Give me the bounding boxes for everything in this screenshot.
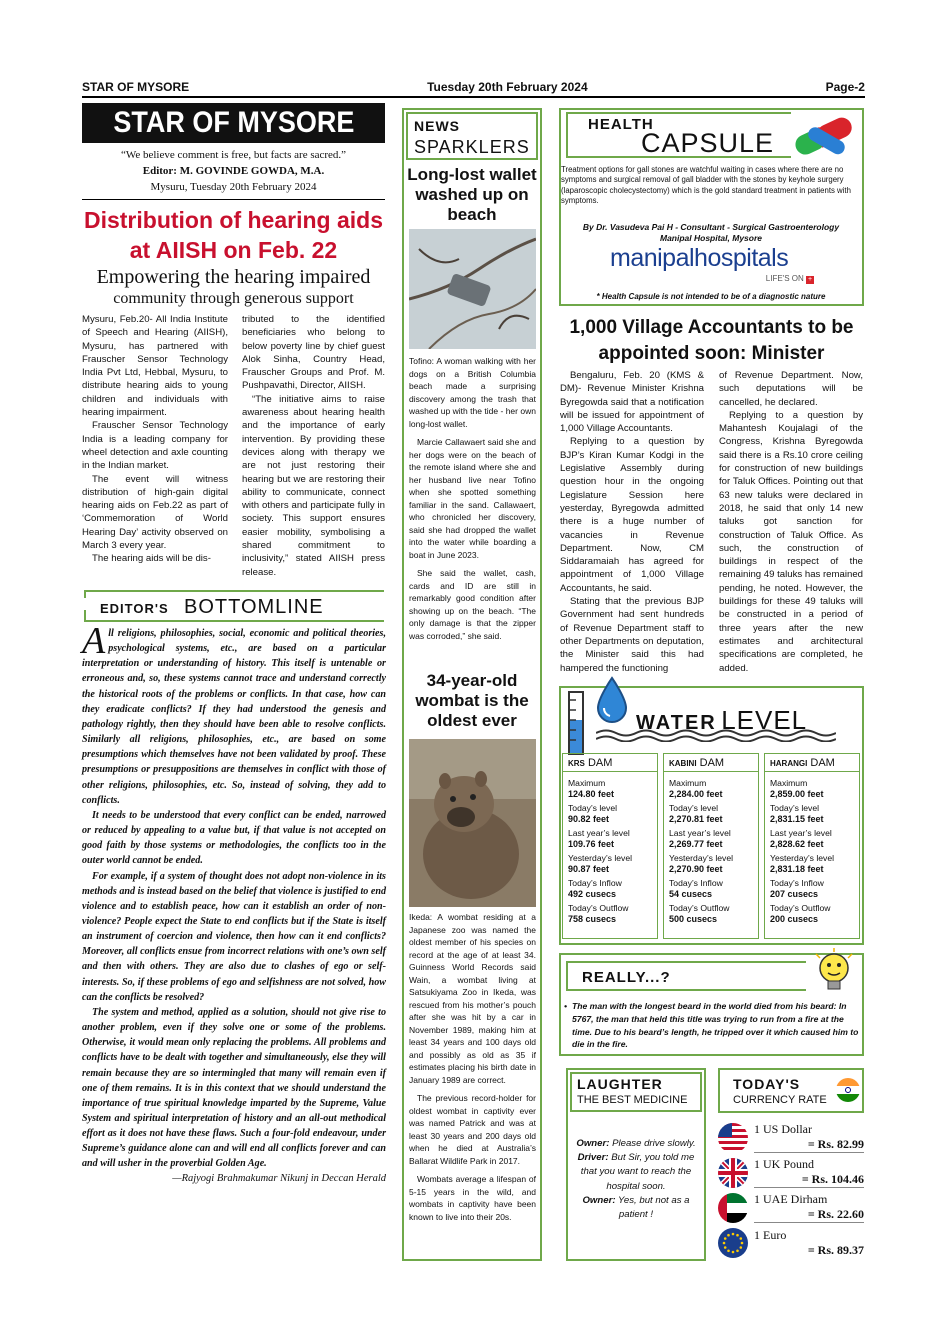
laughter-joke	[569, 1137, 703, 1222]
yesterday-label: Yesterday’s level	[669, 853, 734, 863]
harangi-dam-title	[765, 754, 859, 772]
masthead-banner	[82, 103, 385, 143]
masthead-title: STAR OF MYSORE	[112, 106, 355, 139]
wallet-headline: Long-lost wallet washed up on beach	[407, 165, 537, 224]
wallet-para: Marcie Callawaert said she and her dogs were on the beach of the remote island where she and her husband live near Tofino when she spotted something familiar in the sand. Callawaert, who chronicled her discovery, said she had dropped the wallet into the water while boarding a boat in June 2023.	[409, 437, 536, 560]
speaker: Owner:	[582, 1194, 616, 1206]
editor-text	[82, 620, 386, 1172]
water-drop-icon	[594, 676, 630, 724]
outflow-value: 200 cusecs	[770, 914, 819, 924]
health-label-small: HEALTH	[588, 116, 654, 133]
wombat-para: Wombats average a lifespan of 5-15 years in the wild, and wombats in captivity have been known to live into their 20s.	[409, 1174, 536, 1222]
uk-flag-icon	[718, 1158, 748, 1188]
wombat-photo	[409, 739, 536, 907]
currency-name: 1 UK Pound	[754, 1157, 815, 1171]
village-para: of Revenue Department. Now, such deputations will be cancelled, he declared.	[719, 370, 863, 408]
kabini-dam-panel	[663, 753, 759, 939]
yesterday-value: 2,831.18 feet	[770, 864, 824, 874]
sparklers-label-box	[406, 112, 538, 160]
wallet-caption: Tofino: A woman walking with her dogs on a British Columbia beach made a surprising discovery among the trash that washed up with the tide - her own long-lost wallet.	[409, 356, 536, 429]
editor-para: ll religions, philosophies, social, economic and political theories, psychological systems, etc., are based on a particular interpretation or understanding of history. This itself is untenable or erroneous and, so, these systems cannot trace and understand correctly the historical roots of the problems or conflicts. In that case, how can they eradicate conflicts? If they had understood the genesis and pathology rightly, then they should have been able to resolve conflicts. Similarly all religions, philosophies, etc., are based on some presumptions which themselves have not been validated by proof. These presumptions or presuppositions are themselves in conflict with those of other religions, philosophies, etc. So, instead of solving, they add to conflicts.	[82, 628, 386, 806]
village-para: Bengaluru, Feb. 20 (KMS & DM)- Revenue Minister Krishna Byregowda said that a notification will be issued for appointment of 1,000 Village Accountants.	[560, 370, 704, 435]
laughter-label-big: LAUGHTER	[577, 1076, 663, 1092]
dam-name-small: KRS	[568, 759, 585, 768]
wombat-para: The previous record-holder for oldest wombat in captivity ever was named Patrick and was at least 30 years and 200 days old when he died at Australia’s Ballarat Wildlife Park in 2017.	[409, 1093, 536, 1166]
inflow-label: Today’s Inflow	[770, 878, 824, 888]
editor-body	[82, 620, 386, 1184]
joke-line: But Sir, you told me that you want to reach the hospital soon.	[580, 1152, 695, 1192]
village-para: Stating that the previous BJP Government had sent hundreds of Revenue Department staff to other Departments on deputation, the Minister said this had hampered the functioning	[560, 596, 704, 674]
max-label: Maximum	[770, 778, 808, 788]
water-label-small: WATER	[636, 712, 717, 734]
health-byline-1: By Dr. Vasudeva Pai H - Consultant - Surgical Gastroenterology	[582, 222, 840, 232]
wombat-headline: 34-year-old wombat is the oldest ever	[415, 671, 529, 730]
village-para: Replying to a question by BJP’s Kiran Kumar Kodgi in the Legislative Assembly during question hour in the ongoing Legislature Session here yesterday, Byregowda admitted there is a huge number of vacancies in Revenue Department. Now, CM Siddaramaiah has agreed for appointment of 1,000 Village Accountants, he said.	[560, 436, 704, 594]
health-disclaimer: * Health Capsule is not intended to be of a diagnostic nature	[596, 292, 826, 301]
max-value: 2,859.00 feet	[770, 789, 824, 799]
masthead-divider	[82, 199, 385, 200]
water-label-big: LEVEL	[721, 705, 808, 735]
today-value: 90.82 feet	[568, 814, 610, 824]
aiish-para: The hearing aids will be dis-	[92, 553, 211, 565]
aiish-subhead-1: Empowering the hearing impaired	[96, 266, 371, 288]
yesterday-label: Yesterday’s level	[770, 853, 835, 863]
health-label-big: CAPSULE	[641, 128, 775, 158]
currency-row-gbp	[718, 1155, 864, 1190]
outflow-value: 500 cusecs	[669, 914, 718, 924]
kabini-dam-title	[664, 754, 758, 772]
wallet-body	[409, 355, 536, 642]
currency-name: 1 UAE Dirham	[754, 1192, 828, 1206]
currency-label-small: CURRENCY RATE	[733, 1094, 827, 1106]
aiish-headline-1: Distribution of hearing aids	[83, 207, 383, 233]
aiish-para: “The initiative aims to raise awareness about hearing health and the importance of early intervention. By providing these devices along with therapy we are not just restoring their hearing but we are restoring their ability to communicate, connect with others and participate fully in society. This support ensures easier mobility, symbolising a shared commitment to inclusivity,” stated AIISH press release.	[242, 393, 385, 578]
yesterday-value: 90.87 feet	[568, 864, 610, 874]
last-label: Last year’s level	[669, 828, 731, 838]
editor-para: The system and method, applied as a solution, should not give rise to another problem, even if they solve one or some of the problems. Otherwise, it would mean only replacing the problems. All problems and conflicts have to be dealt with together and simultaneously, else they will remain because they are so intermingled that many will remain even if one of them remains. It is in this context that we should understand the importance of true spiritual knowledge imparted by the Supreme, Value System and spiritual interpretation of history and an all-out methodical effort as it does not have these flaws. Such a four-fold endeavour, under Supreme’s guidance alone can and will end all conflicts forever and can and will usher in the proverbial Golden Age.	[82, 1006, 386, 1170]
joke-line: Yes, but not as a patient !	[618, 1194, 690, 1221]
manipal-logo	[610, 244, 820, 286]
currency-name: 1 Euro	[754, 1227, 787, 1242]
inflow-value: 54 cusecs	[669, 889, 713, 899]
page-header	[82, 80, 865, 98]
health-text: Treatment options for gall stones are watchful waiting in cases where there are no symptoms and surgical removal of gall bladder with the stones by keyhole surgery (laparoscopic cholecystectomy) which is the gold standard treatment in patients with symptoms.	[561, 165, 851, 206]
aiish-para: tributed to the identified beneficiaries who belong to below poverty line by chief guest Alok Sinha, Country Head, Frauscher Groups and Prof. M. Pushpavathi, Director, AIISH.	[242, 314, 385, 392]
krs-dam-title	[563, 754, 657, 772]
editor-dropcap: A	[82, 620, 106, 662]
plus-icon: +	[807, 276, 813, 283]
inflow-value: 207 cusecs	[770, 889, 819, 899]
bullet-icon: •	[564, 1001, 568, 1011]
wombat-caption: Ikeda: A wombat residing at a Japanese zoo was named the oldest member of his species on record at the age of at least 34. Guinness World Records said Wain, a wombat living at Satsukiyama Zoo in Ikeda, was rescued from his mother’s pouch after she was hit by a car in November 1989, making him at least 34 years and 100 days old and possibly as old as 35 if estimates placing his birth date in January 1989 are correct.	[409, 912, 536, 1085]
health-label-box	[566, 112, 791, 158]
currency-value: = Rs. 89.37	[807, 1242, 864, 1257]
inflow-label: Today’s Inflow	[568, 878, 622, 888]
dam-name: DAM	[810, 757, 835, 769]
capsule-icon	[788, 112, 860, 162]
yesterday-value: 2,270.90 feet	[669, 864, 723, 874]
editor-label-box	[84, 590, 384, 622]
inflow-label: Today’s Inflow	[669, 878, 723, 888]
water-wave-icon	[596, 728, 836, 742]
header-date: Tuesday 20th February 2024	[427, 80, 588, 94]
speaker: Owner:	[576, 1138, 610, 1149]
really-label-box	[566, 961, 806, 991]
laughter-label-small: THE BEST MEDICINE	[577, 1094, 688, 1106]
health-byline-2: Manipal Hospital, Mysore	[659, 233, 763, 243]
today-value: 2,270.81 feet	[669, 814, 723, 824]
masthead-editor: Editor: M. GOVINDE GOWDA, M.A.	[142, 165, 325, 177]
aiish-col-1	[82, 313, 228, 566]
health-byline	[561, 222, 861, 244]
aiish-story-head	[82, 205, 385, 309]
village-headline: 1,000 Village Accountants to be appointed soon: Minister	[569, 317, 854, 364]
outflow-label: Today’s Outflow	[568, 903, 629, 913]
paper-name: STAR OF MYSORE	[82, 80, 190, 94]
aiish-headline-2: at AIISH on Feb. 22	[129, 237, 338, 263]
currency-list	[718, 1120, 864, 1260]
dam-name: DAM	[699, 757, 725, 769]
currency-row-usd	[718, 1120, 864, 1155]
today-label: Today’s level	[669, 803, 719, 813]
aiish-para: Mysuru, Feb.20- All India Institute of Speech and Hearing (AIISH), Mysuru, has partnered with Frauscher Sensor Technology India Pvt Ltd, Hebbal, Mysuru, to distribute hearing aids to young children and individuals with hearing impairment.	[82, 314, 228, 419]
currency-row-aed	[718, 1190, 864, 1225]
masthead-dateline: Mysuru, Tuesday 20th February 2024	[150, 181, 317, 193]
last-label: Last year’s level	[770, 828, 832, 838]
really-label: REALLY...?	[582, 969, 671, 986]
manipal-logo-text: manipalhospitals	[610, 244, 789, 272]
outflow-value: 758 cusecs	[568, 914, 617, 924]
editor-para: It needs to be understood that every conflict can be ended, narrowed or reduced by appealing to a value but, if that value is not accepted on good faith by those systems or methodologies, the conflicts too in the outer world cannot be ended.	[82, 809, 386, 867]
aiish-para: The event will witness distribution of high-gain digital hearing aids on Feb.22 as part of ‘Commemoration of World Hearing Day’ activity observed on March 3 every year.	[82, 473, 228, 552]
harangi-dam-panel	[764, 753, 860, 939]
currency-label-big: TODAY'S	[733, 1076, 801, 1092]
today-value: 2,831.15 feet	[770, 814, 824, 824]
inflow-value: 492 cusecs	[568, 889, 617, 899]
lightbulb-icon	[812, 948, 857, 996]
manipal-tagline: LIFE'S ON	[765, 274, 804, 283]
last-value: 109.76 feet	[568, 839, 615, 849]
max-label: Maximum	[669, 778, 707, 788]
aiish-col-2	[242, 313, 385, 579]
masthead-motto: “We believe comment is free, but facts are sacred.”	[120, 149, 347, 161]
currency-label-box	[718, 1068, 864, 1113]
village-para: Replying to a question by Mahantesh Koujalagi of the Congress, Krishna Byregowda said there is a Rs.10 crore ceiling for construction of new buildings for Taluk Offices. Pointing out that 63 new taluks were declared in 2018, he said that only 14 new taluks got sanction for construction of Taluk Office. As such, the construction of buildings in respect of the remaining 49 taluks has remained pending, he noted. However, the buildings for these 49 taluks will be constructed in a period of three years after the new estimates and architectural specifications are completed, he added.	[719, 409, 863, 674]
last-value: 2,828.62 feet	[770, 839, 824, 849]
dam-name-small: KABINI	[669, 759, 697, 768]
us-flag-icon	[718, 1123, 748, 1153]
uae-flag-icon	[718, 1193, 748, 1223]
currency-row-eur	[718, 1225, 864, 1260]
wallet-photo	[409, 229, 536, 349]
page-number: Page-2	[825, 80, 865, 94]
editor-para: For example, if a system of thought does not adopt non-violence in its methods and is instead based on the belief that violence is justified to end violence and to establish peace, how can it establish an order of non-violence? People expect the State to end conflicts but if the State is itself an instrument of coercion and violence, then how can it end conflicts? Moreover, all conflicts ensue from incorrect relations with one’s own self and then with others. They are also due to clashes of ego or self-interests. So, if these problems of ego and selfishness are not solved, how can the conflicts be resolved?	[82, 870, 386, 1003]
currency-name: 1 US Dollar	[754, 1122, 812, 1136]
outflow-label: Today’s Outflow	[669, 903, 730, 913]
aiish-para: Frauscher Sensor Technology India is a leading company for wheel detection and axle counting in the Indian market.	[82, 420, 228, 472]
really-text-wrap	[564, 1000, 860, 1051]
dam-name: DAM	[587, 757, 613, 769]
editor-label-big: BOTTOMLINE	[184, 596, 324, 618]
masthead-info	[82, 147, 385, 195]
editor-label-small: EDITOR'S	[100, 601, 169, 616]
village-col-2	[719, 369, 863, 675]
today-label: Today’s level	[770, 803, 820, 813]
currency-value: = Rs. 104.46	[754, 1172, 864, 1188]
last-label: Last year’s level	[568, 828, 630, 838]
sparklers-label-small: NEWS	[414, 118, 460, 134]
sparklers-label-big: SPARKLERS	[414, 137, 530, 157]
aiish-subhead-2: community through generous support	[113, 290, 354, 307]
today-label: Today’s level	[568, 803, 618, 813]
eu-flag-icon	[718, 1228, 748, 1258]
india-flag-icon	[836, 1078, 860, 1102]
speaker: Driver:	[577, 1152, 609, 1164]
outflow-label: Today’s Outflow	[770, 903, 831, 913]
dam-name-small: HARANGI	[770, 759, 808, 768]
laughter-label-box	[570, 1072, 702, 1112]
max-value: 124.80 feet	[568, 789, 615, 799]
editor-credit: —Rajyogi Brahmakumar Nikunj in Deccan Herald	[172, 1172, 386, 1184]
last-value: 2,269.77 feet	[669, 839, 723, 849]
yesterday-label: Yesterday’s level	[568, 853, 633, 863]
wallet-para: She said the wallet, cash, cards and ID are still in remarkably good condition after showing up on the beach. “The only damage is that the zipper was corroded,” she said.	[409, 568, 536, 641]
gauge-icon	[565, 690, 595, 760]
village-col-1	[560, 369, 704, 675]
currency-value: = Rs. 22.60	[754, 1207, 864, 1223]
really-text: The man with the longest beard in the world died from his beard: In 5767, the man that held this title was trying to run from a fire at the time. Due to his beard’s length, he tripped over it which caused him to die in the fire.	[572, 1001, 859, 1050]
max-label: Maximum	[568, 778, 606, 788]
joke-line: Please drive slowly.	[612, 1138, 696, 1149]
currency-value: = Rs. 82.99	[754, 1137, 864, 1153]
max-value: 2,284.00 feet	[669, 789, 723, 799]
krs-dam-panel	[562, 753, 658, 939]
wombat-body	[409, 911, 536, 1223]
